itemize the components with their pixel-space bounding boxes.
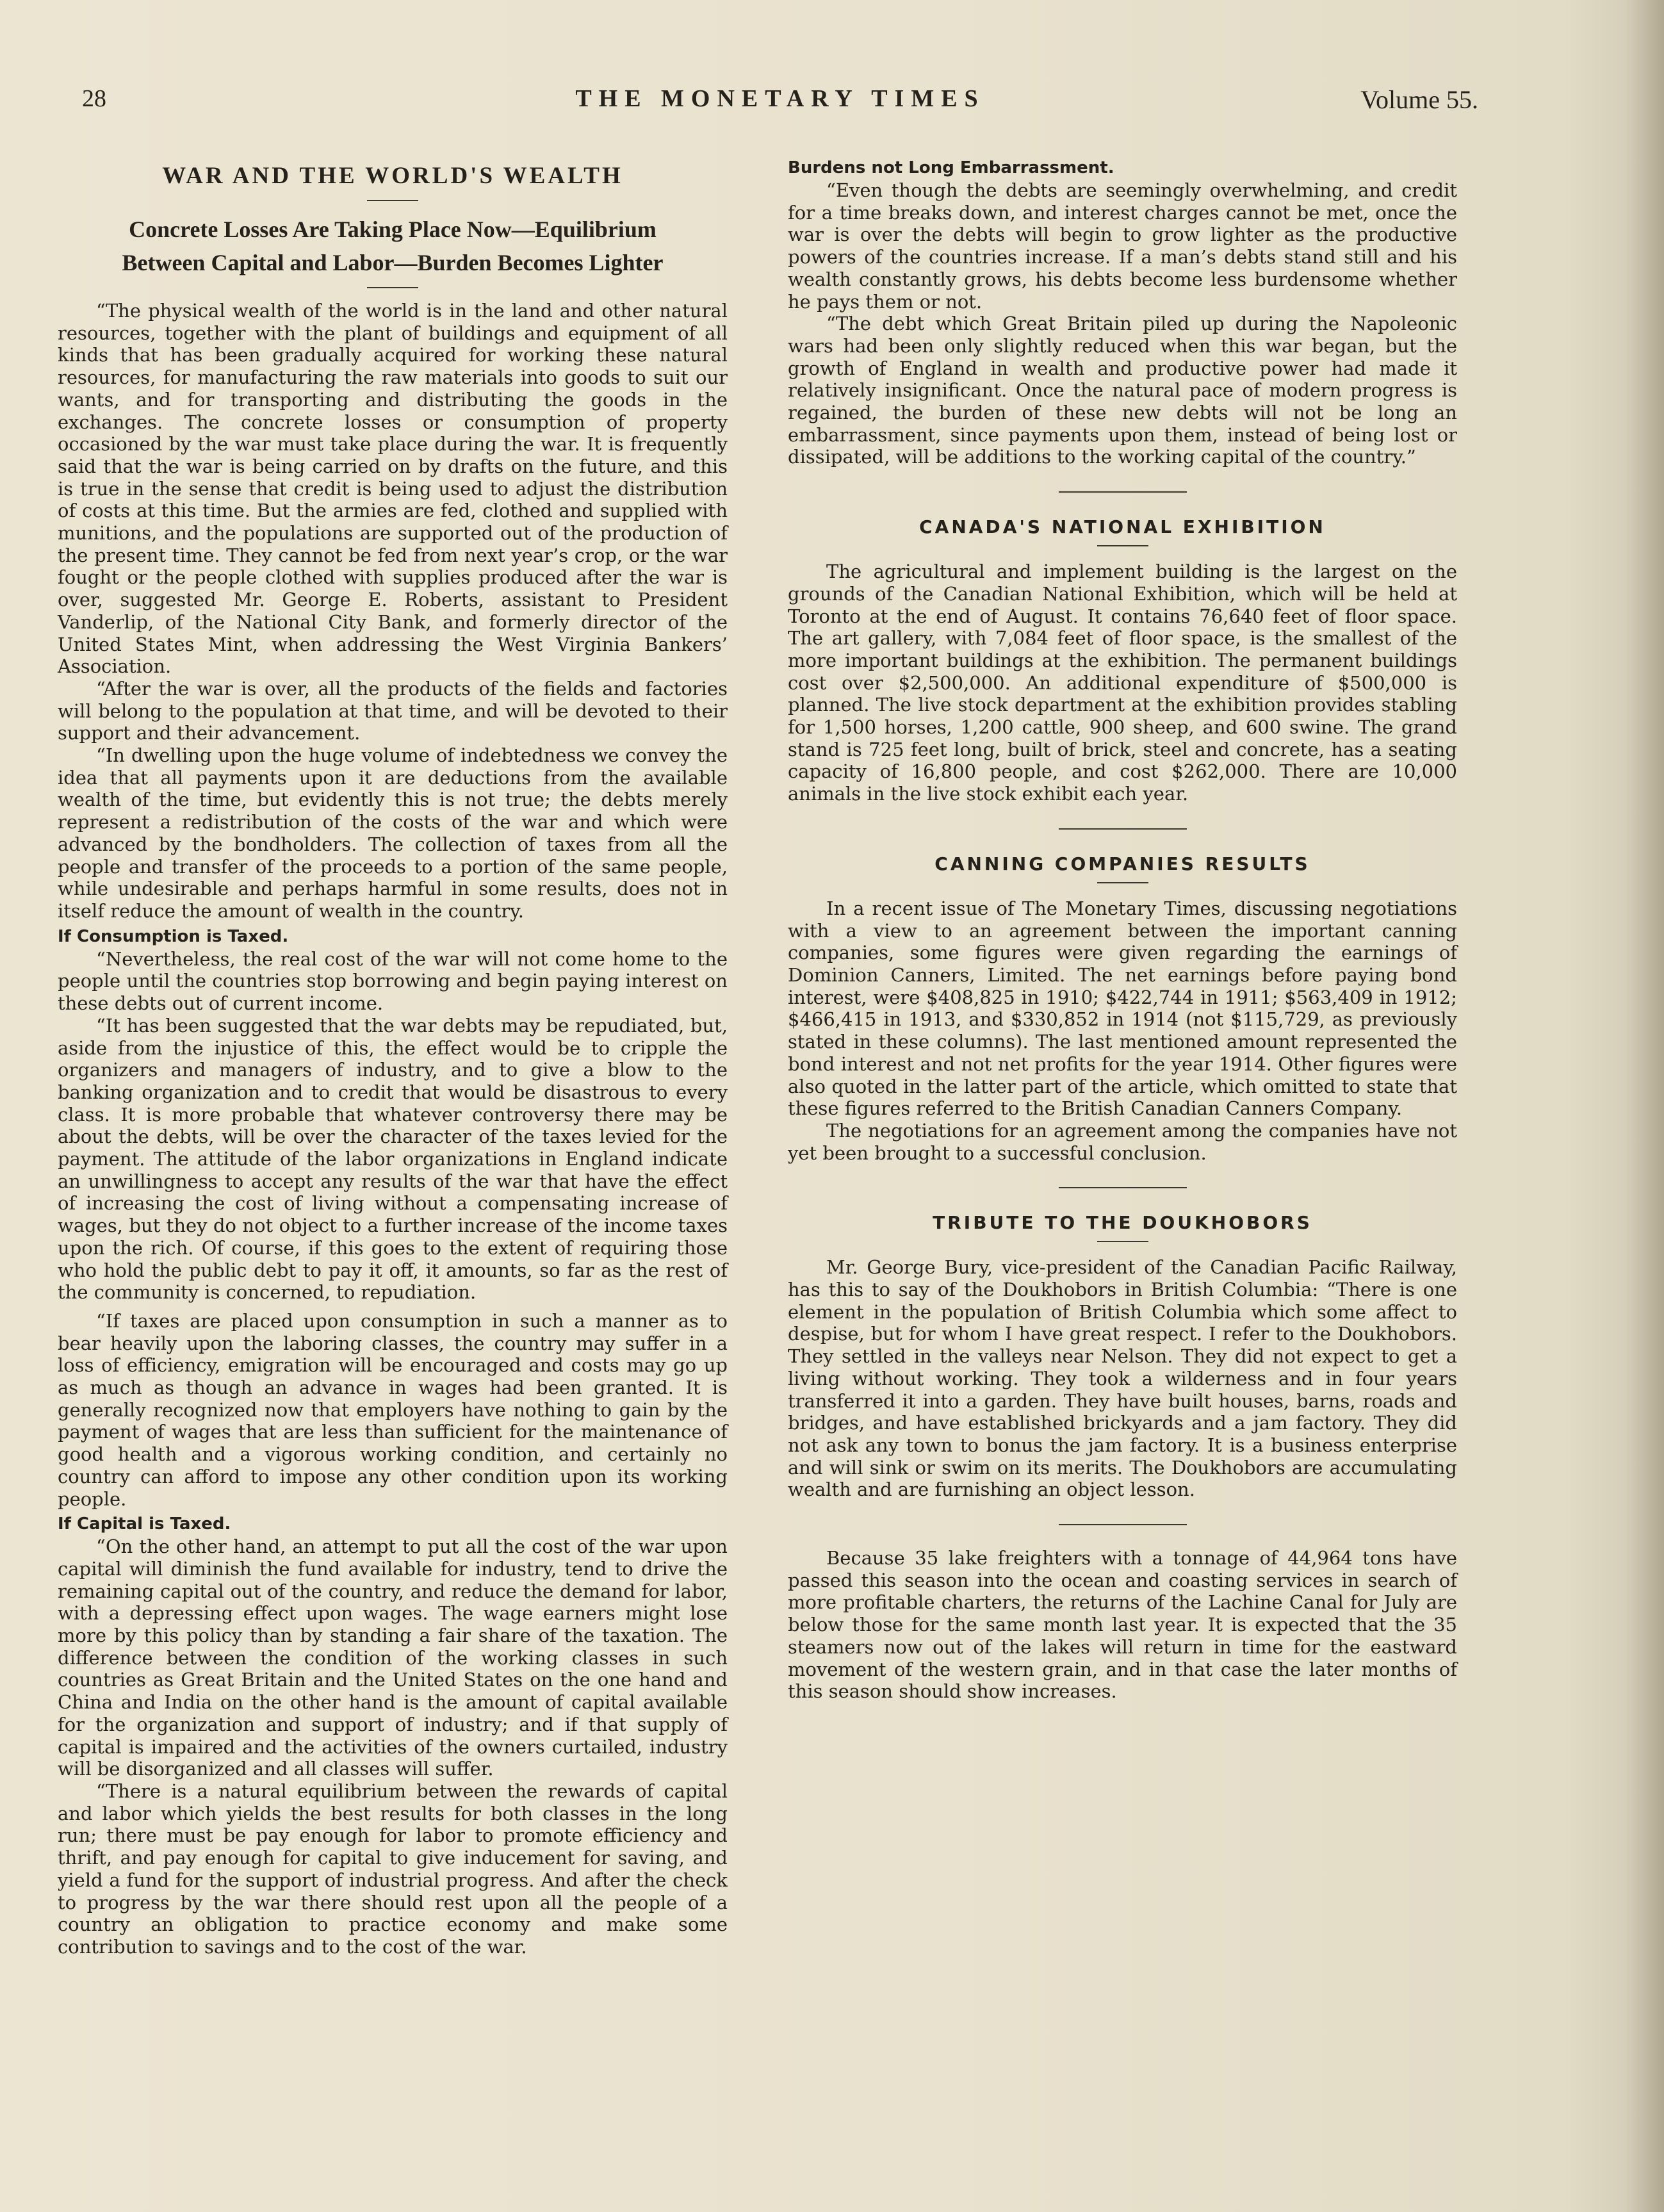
page-number: 28	[82, 85, 106, 112]
doukhobors-heading: TRIBUTE TO THE DOUKHOBORS	[933, 1212, 1312, 1234]
paragraph: “There is a natural equilibrium between the rewards of capital and labor which yields the best results for both classes in the long run; there must be pay enough for labor to promote efficiency and thrift, and pay enough for capital to give inducement for saving, and yield a fund for the support of industrial progress. And after the check to progress by the war there should rest upon all the people of a country an obligation to practice economy and make some contribution to savings and to the cost of the war.	[58, 1780, 728, 1958]
paragraph: “The debt which Great Britain piled up during the Napoleonic wars had been only slightly reduced when this war began, but the growth of England in wealth and productive power had made it relatively insignificant. Once the natural pace of modern progress is regained, the burden of these new debts will not be long an embarrassment, since payments upon them, instead of being lost or dissipated, will be additions to the working capital of the country.”	[788, 313, 1457, 468]
paragraph: “It has been suggested that the war debts may be repudiated, but, aside from the injustice of this, the effect would be to cripple the organizers and managers of industry, and to give a blow to the banking organization and to credit that would be disastrous to every class. It is more probable that whatever controversy there may be about the debts, will be over the character of the taxes levied for the payment. The attitude of the labor organizations in England indicate an unwillingness to accept any results of the war that have the effect of increasing the cost of living without a compensating increase of wages, but they do not object to a further increase of the income taxes upon the rich. Of course, if this goes to the extent of requiring those who hold the public debt to pay it off, it amounts, so far as the rest of the community is concerned, to repudiation.	[58, 1014, 728, 1304]
paragraph: “Nevertheless, the real cost of the war will not come home to the people until the countries stop borrowing and begin paying interest on these debts out of current income.	[58, 947, 728, 1015]
left-column	[58, 154, 728, 1958]
publication-title: THE MONETARY TIMES	[575, 85, 985, 112]
section-divider	[1059, 1524, 1187, 1525]
heading-rule	[1097, 882, 1148, 883]
paragraph: “Even though the debts are seemingly overwhelming, and credit for a time breaks down, and interest charges cannot be met, once the war is over the debts will begin to grow lighter as the productive powers of the countries increase. If a man’s debts stand still and his wealth constantly grows, his debts become less burdensome whether he pays them or not.	[788, 179, 1457, 313]
subtitle-rule	[367, 287, 418, 288]
paragraph: “After the war is over, all the products of the fields and factories will belong to the population at that time, and will be devoted to their support and their advancement.	[58, 677, 728, 744]
paragraph: Mr. George Bury, vice-president of the Canadian Pacific Railway, has this to say of the Doukhobors in British Columbia: “There is one element in the population of British Columbia which some affect to despise, but for whom I have great respect. I refer to the Doukhobors. They settled in the valleys near Nelson. They did not expect to get a living without working. They took a wilderness and in four years transferred it into a garden. They have built houses, barns, roads and bridges, and have established brickyards and a jam factory. They did not ask any town to bonus the jam factory. It is a business enterprise and will sink or swim on its merits. The Doukhobors are accumulating wealth and are furnishing an object lesson.	[788, 1256, 1457, 1501]
volume-label: Volume 55.	[1360, 85, 1478, 114]
exhibition-heading: CANADA'S NATIONAL EXHIBITION	[919, 516, 1326, 538]
paragraph: “On the other hand, an attempt to put all the cost of the war upon capital will diminish the fund available for industry, tend to drive the remaining capital out of the country, and reduce the demand for labor, with a depressing effect upon wages. The wage earners might lose more by this policy than by standing a fair share of the taxation. The difference between the condition of the working classes in such countries as Great Britain and the United States on the one hand and China and India on the other hand is the amount of capital available for the organization and support of industry; and if that supply of capital is impaired and the activities of the owners curtailed, industry will be disorganized and all classes will suffer.	[58, 1536, 728, 1780]
article-title: WAR AND THE WORLD'S WEALTH	[162, 163, 623, 189]
section-divider	[1059, 491, 1187, 493]
canning-heading: CANNING COMPANIES RESULTS	[934, 853, 1310, 874]
paragraph: Because 35 lake freighters with a tonnage of 44,964 tons have passed this season into the ocean and coasting services in search of more profitable charters, the returns of the Lachine Canal for July are below those for the same month last year. It is expected that the 35 steamers now out of the lakes will return in time for the eastward movement of the western grain, and in that case the later months of this season should show increases.	[788, 1547, 1457, 1703]
section-divider	[1059, 1187, 1187, 1188]
article-subtitle-line-2: Between Capital and Labor—Burden Becomes Lighter	[122, 250, 664, 275]
section-subhead: If Consumption is Taxed.	[58, 926, 289, 946]
heading-rule	[1097, 1241, 1148, 1242]
section-divider	[1059, 828, 1187, 830]
section-subhead: Burdens not Long Embarrassment.	[788, 158, 1114, 177]
paragraph: The negotiations for an agreement among the companies have not yet been brought to a successful conclusion.	[788, 1119, 1457, 1164]
section-subhead: If Capital is Taxed.	[58, 1514, 231, 1534]
right-column	[788, 154, 1457, 1703]
paragraph: The agricultural and implement building is the largest on the grounds of the Canadian National Exhibition, which will be held at Toronto at the end of August. It contains 76,640 feet of floor space. The art gallery, with 7,084 feet of floor space, is the smallest of the more important buildings at the exhibition. The permanent buildings cost over $2,500,000. An additional expenditure of $500,000 is planned. The live stock department at the exhibition provides stabling for 1,500 horses, 1,200 cattle, 900 sheep, and 600 swine. The grand stand is 725 feet long, built of brick, steel and concrete, has a seating capacity of 16,800 people, and cost $262,000. There are 10,000 animals in the live stock exhibit each year.	[788, 561, 1457, 805]
article-subtitle-line-1: Concrete Losses Are Taking Place Now—Equilibrium	[129, 217, 657, 242]
running-header	[82, 85, 1478, 123]
paragraph: In a recent issue of The Monetary Times, discussing negotiations with a view to an agreement between the important canning companies, some figures were given regarding the earnings of Dominion Canners, Limited. The net earnings before paying bond interest, were $408,825 in 1910; $422,744 in 1911; $563,409 in 1912; $466,415 in 1913, and $330,852 in 1914 (not $115,729, as previously stated in these columns). The last mentioned amount represented the bond interest and not net profits for the year 1914. Other figures were also quoted in the latter part of the article, which omitted to state that these figures referred to the British Canadian Canners Company.	[788, 897, 1457, 1120]
paragraph: “The physical wealth of the world is in the land and other natural resources, together with the plant of buildings and equipment of all kinds that has been gradually acquired for working these natural resources, for manufacturing the raw materials into goods to suit our wants, and for transporting and distributing the goods in the exchanges. The concrete losses or consumption of property occasioned by the war must take place during the war. It is frequently said that the war is being carried on by drafts on the future, and this is true in the sense that credit is being used to adjust the distribution of costs at this time. But the armies are fed, clothed and supplied with munitions, and the populations are supported out of the production of the present time. They cannot be fed from next year’s crop, or the war fought or the people clothed with supplies produced after the war is over, suggested Mr. George E. Roberts, assistant to President Vanderlip, of the National City Bank, and formerly director of the United States Mint, when addressing the West Virginia Bankers’ Association.	[58, 300, 728, 678]
paragraph: “If taxes are placed upon consumption in such a manner as to bear heavily upon the laboring classes, the country may suffer in a loss of efficiency, emigration will be encouraged and costs may go up as much as though an advance in wages had been granted. It is generally recognized now that employers have nothing to gain by the payment of wages that are less than sufficient for the maintenance of good health and a vigorous working condition, and certainly no country can afford to impose any other condition upon its working people.	[58, 1309, 728, 1510]
heading-rule	[1097, 545, 1148, 546]
paragraph: “In dwelling upon the huge volume of indebtedness we convey the idea that all payments upon it are deductions from the available wealth of the time, but evidently this is not true; the debts merely represent a redistribution of the costs of the war and which were advanced by the bondholders. The collection of taxes from all the people and transfer of the proceeds to a portion of the same people, while undesirable and perhaps harmful in some results, does not in itself reduce the amount of wealth in the country.	[58, 744, 728, 922]
title-rule	[367, 200, 418, 201]
page-edge-shadow	[1626, 0, 1664, 2212]
